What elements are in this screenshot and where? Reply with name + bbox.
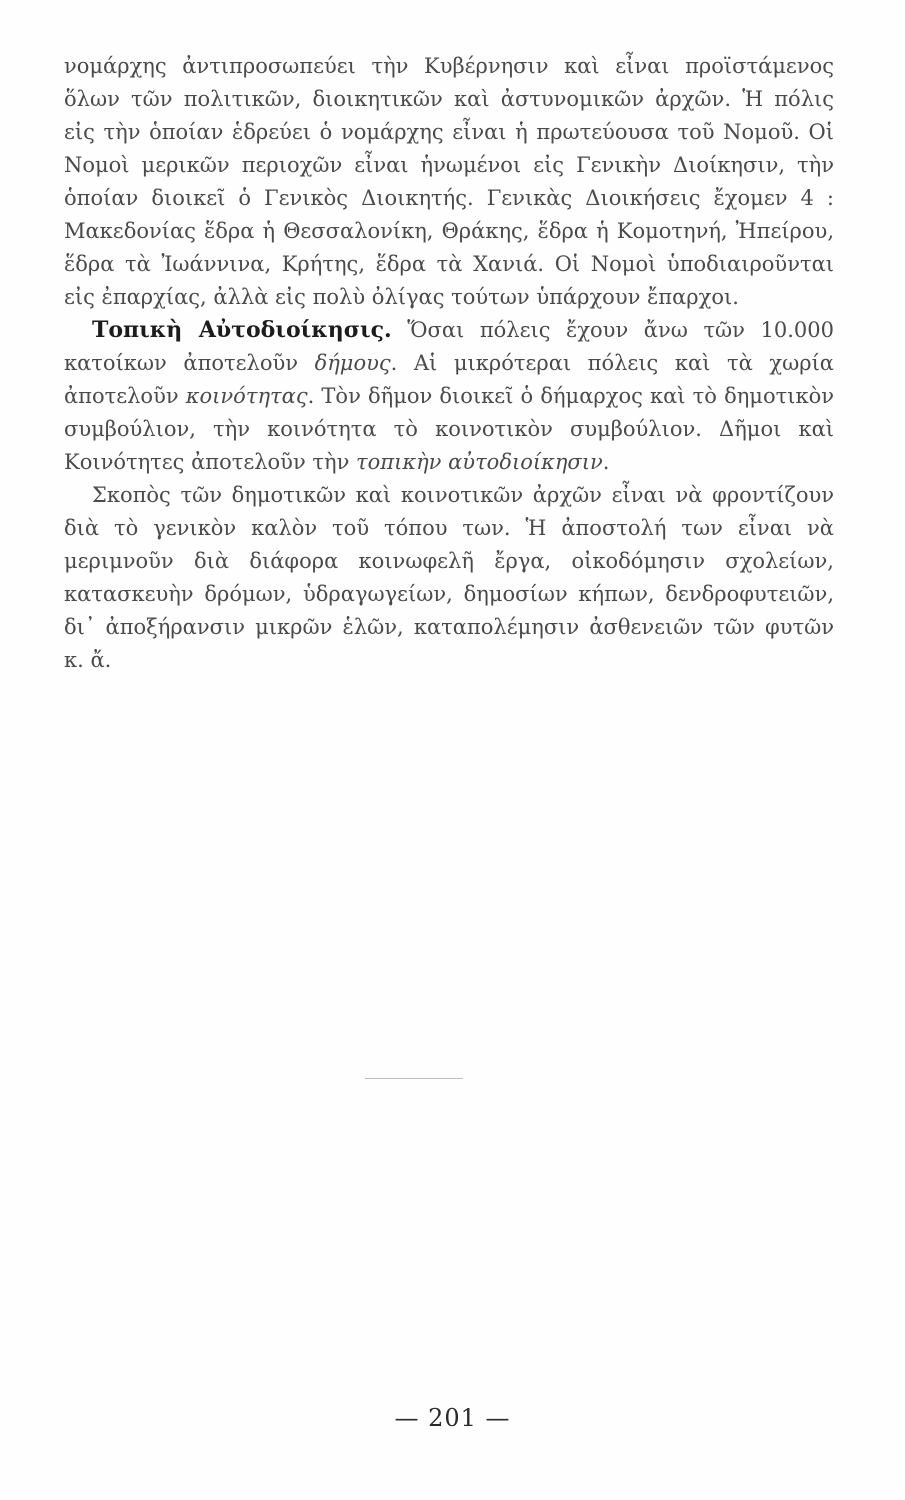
text-run: Ὅσαι πόλεις ἔχουν ἄνω τῶν 10.000 κατοίκων ἀποτελοῦν (64, 318, 835, 375)
emphasis-term: τοπικὴν αὐτοδιοίκησιν (356, 450, 603, 474)
body-text (64, 50, 834, 677)
text-run: . (602, 450, 610, 474)
paragraph-continued: νομάρχης ἀντιπροσωπεύει τὴν Κυβέρνησιν καὶ εἶναι προϊστάμενος ὅλων τῶν πολιτικῶν, διοικητικῶν καὶ ἀστυνομικῶν ἀρχῶν. Ἡ πόλις εἰς τὴν ὁποίαν ἑδρεύει ὁ νομάρχης εἶναι ἡ πρωτεύουσα τοῦ Νομοῦ. Οἱ Νομοὶ μερικῶν περιοχῶν εἶναι ἡνωμένοι εἰς Γενικὴν Διοίκησιν, τὴν ὁποίαν διοικεῖ ὁ Γενικὸς Διοικητής. Γενικὰς Διοικήσεις ἔχομεν 4 : Μακεδονίας ἕδρα ἡ Θεσσαλονίκη, Θράκης, ἕδρα ἡ Κομοτηνή, Ἠπείρου, ἕδρα τὰ Ἰωάννινα, Κρήτης, ἕδρα τὰ Χανιά. Οἱ Νομοὶ ὑποδιαιροῦνται εἰς ἐπαρχίας, ἀλλὰ εἰς πολὺ ὀλίγας τούτων ὑπάρχουν ἔπαρχοι. (64, 54, 834, 309)
section-heading: Τοπικὴ Αὐτοδιοίκησις. (92, 317, 392, 343)
paragraph-purpose: Σκοπὸς τῶν δημοτικῶν καὶ κοινοτικῶν ἀρχῶν εἶναι νὰ φροντίζουν διὰ τὸ γενικὸν καλὸν τοῦ τόπου των. Ἡ ἀποστολή των εἶναι νὰ μεριμνοῦν διὰ διάφορα κοινωφελῆ ἔργα, οἰκοδόμησιν σχολείων, κατασκευὴν δρόμων, ὑδραγωγείων, δημοσίων κήπων, δενδροφυτειῶν, δι᾽ ἀποξήρανσιν μικρῶν ἑλῶν, καταπολέμησιν ἀσθενειῶν τῶν φυτῶν κ. ἄ. (64, 483, 834, 672)
text-run: . Τὸν δῆμον διοικεῖ ὁ δήμαρχος καὶ τὸ δημοτικὸν συμβούλιον, τὴν κοινότητα τὸ κοινοτικὸν συμβούλιον. Δῆμοι καὶ Κοινότητες ἀποτελοῦν τὴν (64, 384, 834, 474)
divider-line (365, 1078, 463, 1079)
paragraph-local-government (64, 314, 834, 479)
text-run: . Αἱ μικρότεραι πόλεις καὶ τὰ χωρία ἀποτελοῦν (64, 351, 834, 408)
page-number: — 201 — (394, 1404, 511, 1432)
emphasis-term: κοινότητας (185, 384, 308, 408)
emphasis-term: δήμους (314, 351, 391, 375)
